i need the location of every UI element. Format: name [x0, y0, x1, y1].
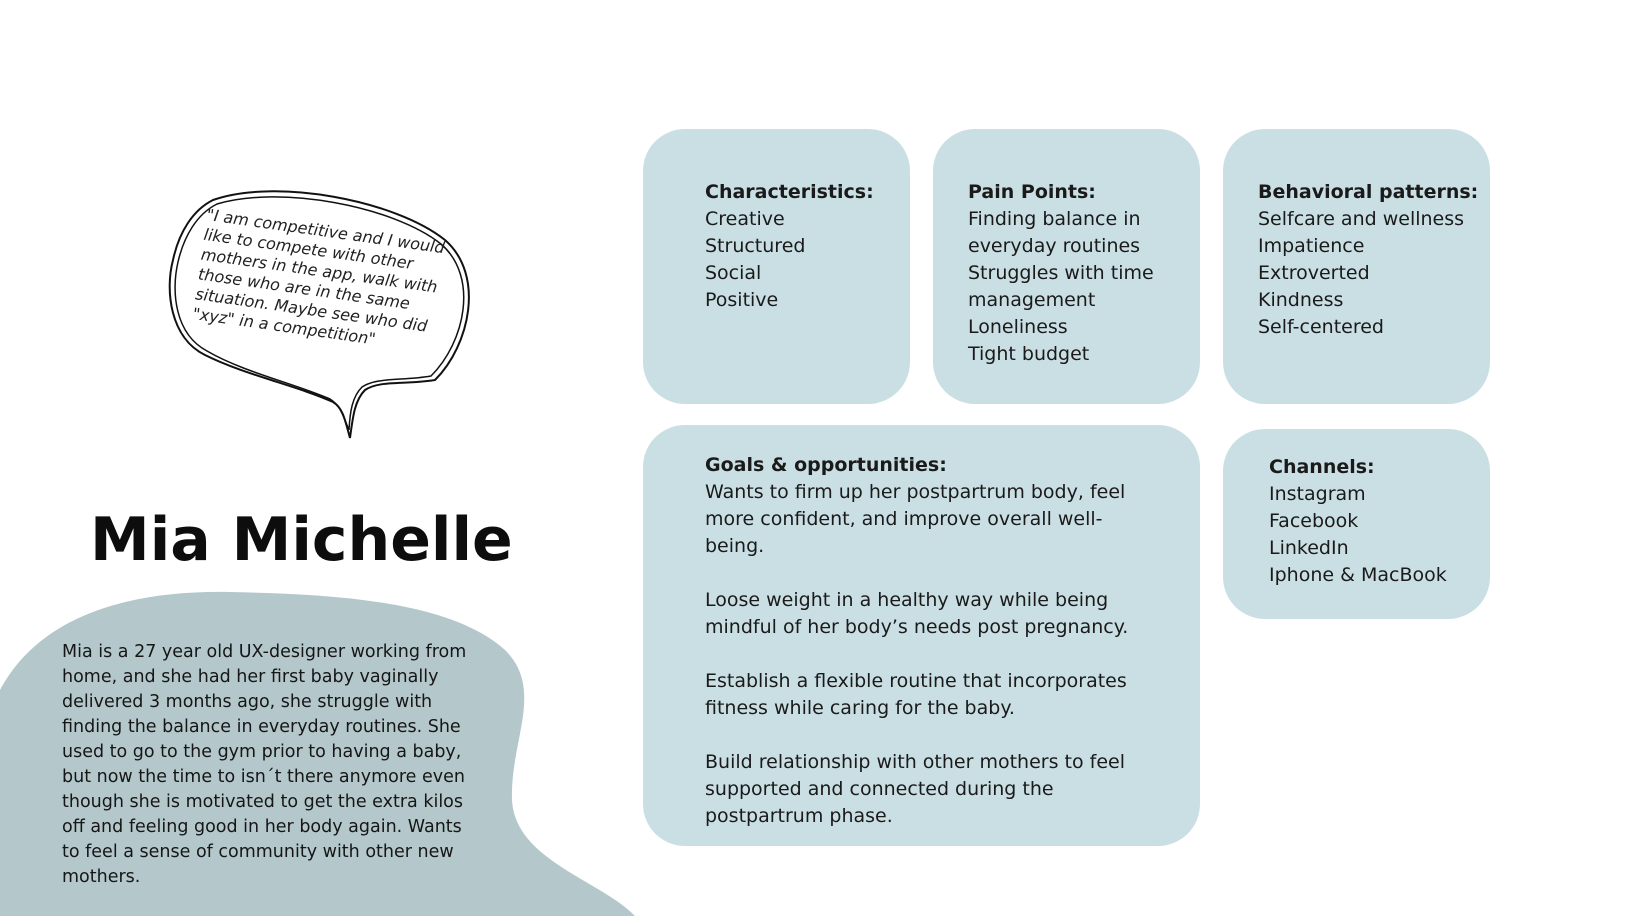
list-item: Iphone & MacBook	[1269, 564, 1447, 586]
list-item: Selfcare and wellness	[1258, 208, 1465, 230]
characteristics-title: Characteristics:	[705, 181, 874, 203]
channels-title: Channels:	[1269, 456, 1375, 478]
list-item: Structured	[705, 235, 806, 257]
list-item: Facebook	[1269, 510, 1359, 532]
list-item: Finding balance in	[968, 208, 1141, 230]
characteristics-card	[643, 129, 910, 404]
list-item: Positive	[705, 289, 779, 311]
list-item: Extroverted	[1258, 262, 1370, 284]
list-item: everyday routines	[968, 235, 1141, 257]
behavioral-patterns-title: Behavioral patterns:	[1258, 181, 1479, 203]
list-item: LinkedIn	[1269, 537, 1349, 559]
list-item: management	[968, 289, 1096, 311]
list-item: Struggles with time	[968, 262, 1154, 284]
goal-paragraph: Build relationship with other mothers to feel supported and connected during the postpartrum phase.	[705, 751, 1125, 827]
behavioral-patterns-card	[1223, 129, 1490, 404]
persona-name: Mia Michelle	[90, 505, 513, 575]
persona-quote: "I am competitive and I would like to compete with other mothers in the app, walk with those who are in the same situation. Maybe see who did "xyz" in a competition"	[191, 205, 446, 349]
goal-paragraph: Loose weight in a healthy way while being mindful of her body’s needs post pregnancy.	[705, 589, 1129, 638]
list-item: Impatience	[1258, 235, 1365, 257]
channels-card	[1223, 429, 1490, 619]
list-item: Creative	[705, 208, 785, 230]
persona-bio: Mia is a 27 year old UX-designer working from home, and she had her first baby vaginally delivered 3 months ago, she struggle with finding the balance in everyday routines. She used to go to the gym prior to having a baby, but now the time to isn´t there anymore even though she is motivated to get the extra kilos off and feeling good in her body again. Wants to feel a sense of community with other new mothers.	[62, 642, 467, 887]
pain-points-card	[933, 129, 1200, 404]
goals-title: Goals & opportunities:	[705, 454, 947, 476]
goal-paragraph: Wants to firm up her postpartrum body, feel more confident, and improve overall well-being.	[705, 481, 1126, 557]
list-item: Loneliness	[968, 316, 1068, 338]
list-item: Tight budget	[968, 343, 1090, 365]
goals-card	[643, 425, 1200, 846]
list-item: Social	[705, 262, 762, 284]
goal-paragraph: Establish a flexible routine that incorporates fitness while caring for the baby.	[705, 670, 1127, 719]
list-item: Self-centered	[1258, 316, 1384, 338]
pain-points-title: Pain Points:	[968, 181, 1096, 203]
list-item: Kindness	[1258, 289, 1344, 311]
list-item: Instagram	[1269, 483, 1366, 505]
